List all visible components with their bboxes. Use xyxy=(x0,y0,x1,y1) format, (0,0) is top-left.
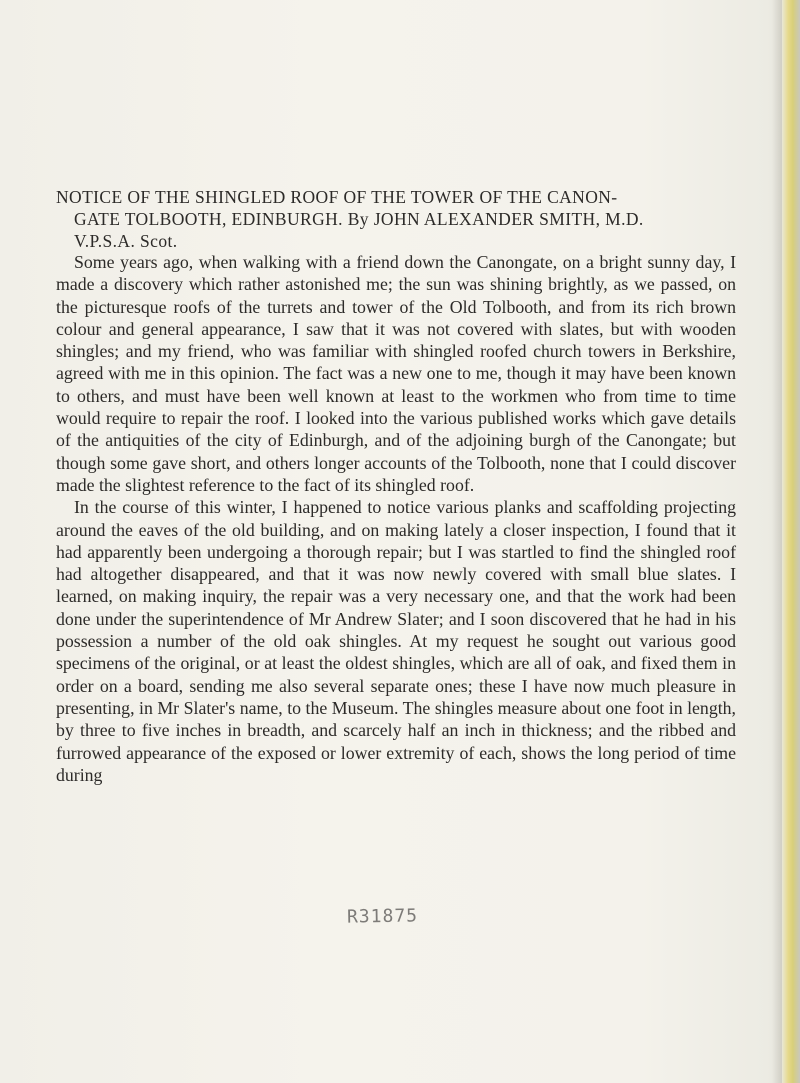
title-line-3: V.P.S.A. Scot. xyxy=(74,231,178,251)
title-line-2: GATE TOLBOOTH, EDINBURGH. By JOHN ALEXANDER SMITH, M.D. xyxy=(74,209,644,229)
title-line-1: NOTICE OF THE SHINGLED ROOF OF THE TOWER OF THE CANON- xyxy=(56,187,618,207)
paragraph-2: In the course of this winter, I happened to notice various planks and scaffolding projecting around the eaves of the old building, and on making lately a closer inspection, I found that it had apparently been undergoing a thorough repair; but I was startled to find the shingled roof had altogether disappeared, and that it was now newly covered with small blue slates. I learned, on making inquiry, the repair was a very necessary one, and that the work had been done under the superintendence of Mr Andrew Slater; and I soon discovered that he had in his possession a number of the old oak shingles. At my request he sought out various good specimens of the original, or at least the oldest shingles, which are all of oak, and fixed them in order on a board, sending me also several separate ones; these I have now much pleasure in presenting, in Mr Slater's name, to the Museum. The shingles measure about one foot in length, by three to five inches in breadth, and scarcely half an inch in thickness; and the ribbed and furrowed appearance of the exposed or lower extremity of each, shows the long period of time during xyxy=(56,497,736,785)
article-title xyxy=(56,186,736,252)
page-edge-shadow xyxy=(772,0,782,1083)
page-edge xyxy=(782,0,800,1083)
library-stamp: R31875 xyxy=(346,905,419,928)
paragraph-1: Some years ago, when walking with a friend down the Canongate, on a bright sunny day, I made a discovery which rather astonished me; the sun was shining brightly, as we passed, on the picturesque roofs of the turrets and tower of the Old Tolbooth, and from its rich brown colour and general appearance, I saw that it was not covered with slates, but with wooden shingles; and my friend, who was familiar with shingled roofed church towers in Berkshire, agreed with me in this opinion. The fact was a new one to me, though it may have been known to others, and must have been well known at least to the workmen who from time to time would require to repair the roof. I looked into the various published works which gave details of the antiquities of the city of Edinburgh, and of the adjoining burgh of the Canongate; but though some gave short, and others longer accounts of the Tolbooth, none that I could discover made the slightest reference to the fact of its shingled roof. xyxy=(56,252,736,495)
article-body xyxy=(56,251,736,786)
